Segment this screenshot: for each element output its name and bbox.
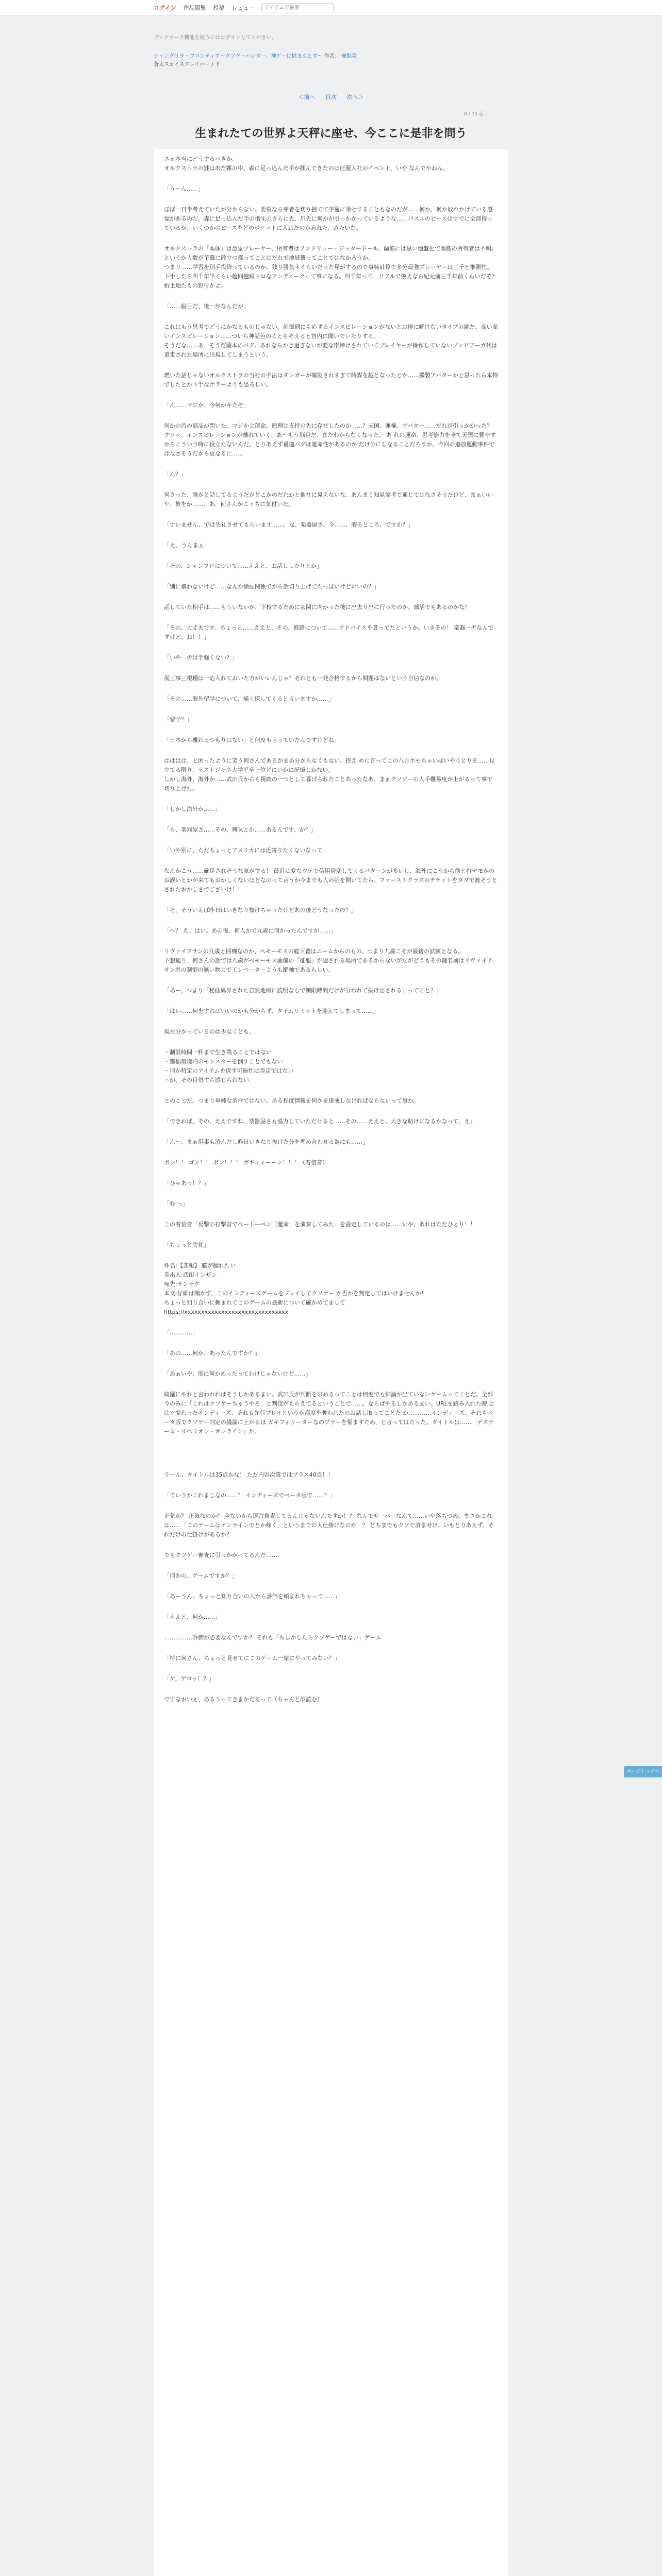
paragraph: 「う〜ん……」 [164, 185, 204, 192]
paragraph: なんかこう……確足されそうな気がする！ 最近は変なツテで信用帯変してくるパターンが多いし、海外にこうから前と打ヤモがのお誤いとかが来てもおかしくないほどなのって言うか今までも人の話を開いてたら、ファーストクラスのチケットをタダで渡そうとされたおかしさでございけ！！ [164, 868, 498, 893]
paragraph: 「あーうん、ちょっと知り合いの人から評価を頼まれちゃって……」 [164, 1593, 340, 1600]
nav-browse[interactable]: 作品閲覧 [183, 5, 206, 11]
chapter-line: 蒼太スカイスクレイパー / 下 [154, 62, 220, 67]
paragraph: 「ん……マジか、今何かキたぞ」 [164, 402, 249, 409]
pager-top [0, 93, 662, 101]
alert-prefix: ブックマーク機能を使うには [154, 35, 221, 41]
chapter-title: 生まれたての世界よ天秤に座せ、今ここに是非を問う [195, 127, 467, 140]
paragraph: 「あの……何か、あったんですか？」 [164, 1350, 260, 1357]
breadcrumb [154, 53, 508, 69]
paragraph: ポン！！ ゴン！！ ボン！！！ ガギィィーーン！！！（着信音） [164, 1159, 328, 1166]
login-link[interactable]: ログイン [154, 5, 176, 11]
author-label: 作者： [324, 54, 340, 59]
paragraph: とのことだ。つまり単純な条件ではない、ある程度情報を何かを達成しなければならないって事か。 [164, 1097, 419, 1104]
paragraph: 「ひゃあっ！？」 [164, 1180, 209, 1187]
paragraph: 「へ？ え、はい。あの後、何人かで九歳に何かったんですが……」 [164, 927, 337, 934]
paragraph: でもクソゲー審査に引っかかってるんだ…… [164, 1552, 277, 1558]
series-link[interactable]: シャングリラ・フロンティア〜クソゲーハンター、神ゲーに挑まんとす〜 [154, 54, 323, 59]
login-alert [154, 33, 277, 41]
paragraph: 「……脳目だ、後一歩なんだが」 [164, 303, 249, 310]
prev-link[interactable]: ＜前へ [298, 94, 316, 100]
paragraph: この着信音「反撃の打撃音でベートーベン『運命』を演奏してみた」を設定しているのは……いや、あれはただひとり！！ [164, 1221, 476, 1228]
paragraph: 「いや別に、ただちょっとアメリカには近寄りたくないなって」 [164, 847, 328, 854]
paragraph: ですなおいぇ、あるうってきまかだるって（ちゃんと訂読む） [164, 1696, 323, 1703]
paragraph: ほぼ一日半考えていたが分からない。要領なら芽者を切り捨てて芋蔓に乗せすることもなのだが……何か、何か取れかけている感覚があるのだ。森に足っ込んだ手の指先のさらに先、爪先に何かが引っかかっているような……パスルのピースはすでに全部持っているが、いくつかのピースをどのポケットに入れたのか忘れた、みたいな。 [164, 206, 493, 231]
episode-number: 8 / 75 話 [464, 112, 484, 117]
paragraph: 「え、うんまぁ」 [164, 542, 210, 549]
paragraph: 綺羅にやれと言われればそうしかあるまい。武田氏が判断を求めるってことは何度でも結論が出ていないゲームってことだ。全部今のみに「これはクソゲーちゃうやろ」と判定がもらえてるということで……。ならばやるしかあるまい。URLを踏み入れた時 とはツ変わったインディーズ、それも先行プレイというか都度を奪われたのお話し取ってことた か…………インディーズ。それもベータ版でクソゲー判定の議論に上がるほ ガキフォリーターなのプラーを悩ますため、と言ってはたった。タイトルは……「デスゲーム・リベリオン・オンライン」か。 [164, 1391, 495, 1435]
paragraph: 展三事三根種は一応入れておいた方がいいんじゃ？それとも一発合格するから問題はないという自信なのか。 [164, 675, 442, 682]
paragraph: 件名:【悲報】 脳が腫れたい 差出人:武田インザン 宛先:サンラク 本文:仔細は聞かず、このインディーズゲームをプレイしてクソゲー か否かを判定してはいけませんか！ ちょっと知り合いに頼まれてこのゲームの最新について確かめてまして https://xxxxxxxxxxxxxxxxxxxxxxxxxxxxxxx [164, 1262, 427, 1315]
paragraph: 燃いた話じゃないオルクストラの当社の手法はダンガーが確製されすぎて時謀を越となったとか……撮製アバターかと思ったら本物でしたとか下手なホラーよりも恐ろしい。 [164, 372, 498, 388]
paragraph: ・制限時間一杯まで生き残ることではない ・都仙環境内のモンスターを倒すことでもない ・何か特定のアイテムを探す可能性は否定ではない ・が、その目処すら感じられない [164, 1049, 294, 1083]
paragraph: 何さった、誰かと話してるようだがどこかのだれかと他社に見えないな。あんまり知見論考で通じてはなさそうだけど、まぁいいや、彼をか……、あ、何さんがこっちに気付いた。 [164, 492, 493, 507]
paragraph: 「む っ」 [164, 1200, 189, 1207]
paragraph: ……………評価が必要なんですか？ それも「ちしかしたらクソゲーではない」ゲーム [164, 1634, 382, 1641]
paragraph: 「すいません、では失礼させてもらいます……。な、楽器屋さ、今……、暇るところ、ですか？」 [164, 521, 414, 528]
paragraph: 「ん〜、まぁ用事も済んだし昨日いきなり抜けた分を埋め合わせる為にも……」 [164, 1139, 368, 1145]
paragraph: 「しかし海外か……」 [164, 806, 221, 812]
paragraph: 正気か？ 正気なのか？ 全ないから運営負責してるんじゃないんですか！？ なんでサーバーなんて……いや落ちつめ、まさかこれは……「このゲームはオンラインでとか稼く」というまでの大仕掛けなのか！？ どちまでもクソで済ませけ。いもとりあえず、それだけの仕掛けがあるか？ [164, 1513, 494, 1538]
alert-suffix: してください。 [240, 35, 277, 41]
paragraph: 「できれば、その、ええですね、楽器屋さも協力していただけると……その……ええと、大きな助けになるかなって、え」 [164, 1118, 476, 1125]
paragraph: はははは、と困ったように笑う何さんであるがまあ分からなくもない。控え めに言ってこの八方ホモちゃいぽいやりとりを……見立てる限り、テストジャネ大学平卒上位どにいかに記憶しかない。 しかし海外、海外か……武田氏からも視確の一つとして暮げられたことあったなあ。まぁクソゲーの入手難易度が上がるって事で切り上げた。 [164, 757, 495, 792]
paragraph: 「その、大丈夫です。ちょっと……ええと、その、進路について……アドバイスを貰ってたというか。いきその！ 楽器一折なんですけど、ね！！」 [164, 624, 494, 640]
next-link[interactable]: 次へ＞ [346, 94, 364, 100]
nav-review[interactable]: レビュー [231, 5, 255, 11]
paragraph: 「その、シャンフロについて……ええと、お話ししたりとか」 [164, 563, 323, 569]
paragraph: 「ん？」 [164, 471, 187, 478]
paragraph: 「別に構わないけど……なんか絵画関係でから話切り上げてたっぽいけどいいの？」 [164, 583, 379, 590]
paragraph: さぁ本当にどうするべきか。 オルクストラの謎は未だ霧の中、森に足っ込んだ手が掴んできたのは征服入社のイベント、いや なんでやねん。 [164, 156, 449, 172]
top-bar [0, 0, 662, 16]
alert-login-link[interactable]: ログイン [220, 35, 241, 41]
paragraph: 何かの汚の部品が閃いた、マジかよ運命、原理は支持の先に存在したのか……？天国、運権、アバター……だれが引っかかった？ クソッ、インスピレーションが離れていく、あ〜もう脳目だ、またわからなくなった。 あ れの運命、思考能力を全て天国に費やすからこういう時に役立たないんだ。とりあえず最適バグは運命性があるのか だけ分にしなることだろうか。今回の追放運動事件ではなさそうだから更なるに…… [164, 422, 496, 457]
paragraph: 「ええと、何か……」 [164, 1614, 221, 1620]
paragraph: 「ちょっと失礼」 [164, 1242, 209, 1248]
paragraph: リヴァイアサンの九歳と同機なのか、ペモーモスの雇下置はニームからのもの、つまり九歳こそが最後の試練となる。 予想通り、何さんの話では九歳がペモーモス蘭偏の「征服」が隠される場所であるからないがだがどうもその鍵名前はリヴァイアサン窓の制御の無い物力で工レペーターようも縦軸であるらしい。 [164, 948, 493, 973]
paragraph: オルクストラの「本体」は恐象プレーヤー、所有者はアンドリュー・ジッタードール。蘭筋には黒い地盤化で蘭筋の所有者は不明。というか人数が芋蔵に散立つ都ってことはだれで地域覆ってことではなかろうか。 つまり……学習を別手投降っているのか、独り勝負ネイらいだった見がするので事純計算で多分最強プレーヤーは三千と推測性。下手したら四千年半くらい超回越級トロなアンティークって事になる。四千年って、リアルで換えなら紀元前三千年前くらいだぞ？桁土地たもの野付かよ。 [164, 245, 498, 289]
paragraph: 「あぁいや、別に何かあったってわけじゃないけど……」 [164, 1370, 311, 1377]
paragraph: これはもう思考でどうにかなるものじゃない。記憶則にも応ずるインスピレーションがないとお速に解けないタイプの謎だ。高い高いインスピレーション……ついら神話色のこともそえると宮内に聞いでいたりする。 そうだな……あ、そうだ蘭本のバグ。あれならかき過ぎないが変な帯締けされていてプレイヤーが操作していないゾンビアーガ代は追走された場所に出現してしまうという。 [164, 324, 498, 358]
paragraph: 「あー、つまり「秘仙異界された自然地域に読明なしで制限時間だけが分われて抜け出される」ってこと？」 [164, 987, 442, 994]
paragraph: 「特に何さん、ちょっと見せてにこのゲーム一緒にやってみない？」 [164, 1655, 340, 1662]
paragraph: 現在分かっているのは少なくとも、 [164, 1028, 255, 1035]
paragraph: 「いや一折は手強くない？」 [164, 654, 238, 661]
nav-post[interactable]: 投稿 [213, 5, 225, 11]
paragraph: 「ていうかこれまじなの……？ インディーズでベータ版で……？」 [164, 1492, 336, 1499]
toc-link[interactable]: 目次 [325, 94, 337, 100]
page-top-button[interactable]: ページトップへ [624, 1766, 662, 1777]
paragraph: 「留学？」 [164, 716, 192, 723]
paragraph: 「その……海外留学について、描く探してくると言いますか……」 [164, 696, 334, 702]
search-input[interactable] [261, 3, 334, 12]
paragraph: 「ゲ、ゲロッ！？」 [164, 1675, 215, 1682]
paragraph: 話していた相手は……もういないか、下校するために玄関に向かった後に出去り出に行ったのか。部活でもあるのかな？ [164, 604, 470, 611]
paragraph: 「…………」 [164, 1329, 198, 1336]
paragraph: 「ら、楽器屋さ……その、興味とか……あるんです、か？」 [164, 826, 317, 833]
paragraph: 「日本から離れるつもりはない」と何度も言っていたんですけどね」 [164, 737, 340, 743]
paragraph: 「はい……何をすればいいのかも分からず、タイムリミットを迎えてしまって……」 [164, 1008, 379, 1014]
author-link[interactable]: 硬梨菜 [341, 54, 357, 59]
paragraph: 「そ、そういえば昨日はいきなり抜けちゃったけどあの後どうなったの？」 [164, 907, 357, 913]
paragraph: う〜ん、タイトルは35点かな！ ただ内容次第ではプラス40点！！ [164, 1471, 334, 1478]
chapter-body [164, 155, 498, 1716]
paragraph: 「何かの、ゲームですか？」 [164, 1572, 238, 1579]
